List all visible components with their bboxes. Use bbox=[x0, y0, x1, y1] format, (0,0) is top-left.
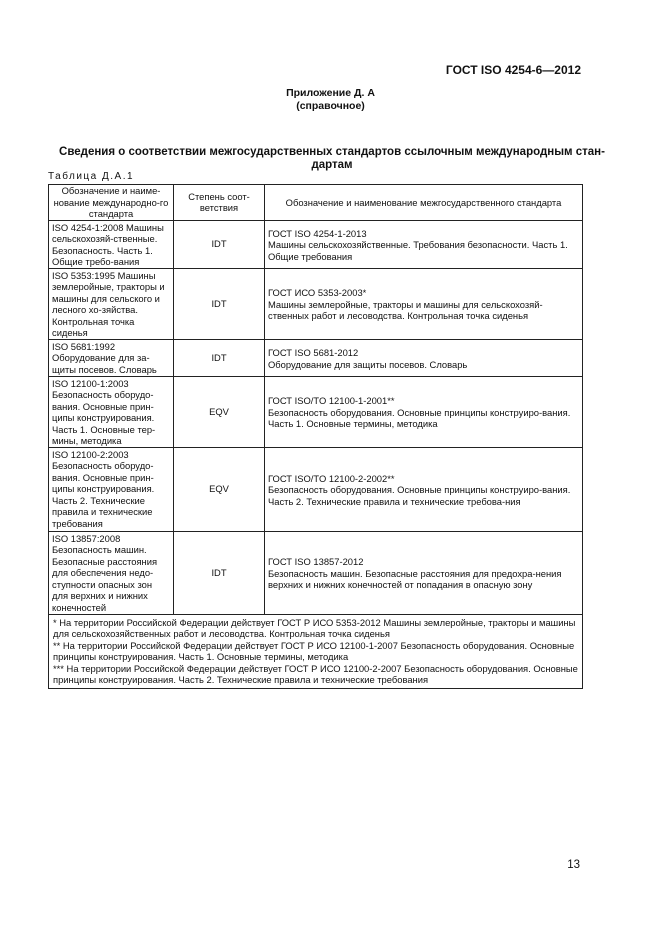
national-code: ГОСТ ISO 13857-2012 bbox=[268, 556, 364, 568]
degree-cell: EQV bbox=[174, 376, 265, 447]
appendix-subtitle: (справочное) bbox=[296, 100, 365, 112]
header-international-standard: Обозначение и наиме-нование международно-го стандарта bbox=[49, 185, 174, 221]
intl-standard-cell: ISO 5353:1995 Машины землеройные, тракторы и машины для сельского и лесного хо-зяйства. Контрольная точка сиденья bbox=[49, 268, 174, 339]
degree-cell: EQV bbox=[174, 447, 265, 531]
intl-standard-cell: ISO 12100-1:2003 Безопасность оборудо-вания. Основные прин-ципы конструирования. Часть 1. Основные тер-мины, методика bbox=[49, 376, 174, 447]
national-name: Безопасность оборудования. Основные принципы конструиро-вания. Часть 1. Основные термины, методика bbox=[268, 406, 571, 430]
intl-standard-cell: ISO 4254-1:2008 Машины сельскохозяй-ственные. Безопасность. Часть 1. Общие требо-вания bbox=[49, 220, 174, 268]
national-name: Машины сельскохозяйственные. Требования безопасности. Часть 1. Общие требования bbox=[268, 239, 568, 262]
footnote: *** На территории Российской Федерации действует ГОСТ Р ИСО 12100-2-2007 Безопасность оборудования. Основные принципы конструирования. Часть 2. Технические правила и технические требования bbox=[53, 662, 578, 685]
national-name: Безопасность оборудования. Основные принципы конструиро-вания. Часть 2. Технические правила и технические требова-ния bbox=[268, 484, 571, 507]
section-title: Сведения о соответствии межгосударственных стандартов ссылочным международным стан-дартам bbox=[59, 146, 605, 171]
national-code: ГОСТ ISO 5681-2012 bbox=[268, 347, 359, 358]
footnote: * На территории Российской Федерации действует ГОСТ Р ИСО 5353-2012 Машины землеройные, тракторы и машины для сельскохозяйственных работ и лесоводства. Контрольная точка сиденья bbox=[53, 616, 576, 639]
degree-cell: IDT bbox=[174, 220, 265, 268]
appendix-title: Приложение Д. А bbox=[286, 87, 375, 99]
degree-cell: IDT bbox=[174, 339, 265, 376]
correspondence-table bbox=[48, 184, 583, 689]
table-row bbox=[49, 376, 583, 447]
national-code: ГОСТ ИСО 5353-2003* bbox=[268, 287, 367, 299]
national-code: ГОСТ ISO 4254-1-2013 bbox=[268, 227, 367, 239]
national-name: Безопасность машин. Безопасные расстояния для предохра-нения верхних и нижних конечностей от попадания в опасную зону bbox=[268, 567, 562, 591]
national-code: ГОСТ ISO/TO 12100-1-2001** bbox=[268, 395, 395, 407]
national-standard-cell bbox=[265, 447, 583, 531]
table-row bbox=[49, 220, 583, 268]
national-standard-cell bbox=[265, 220, 583, 268]
table-row bbox=[49, 531, 583, 614]
national-standard-cell bbox=[265, 531, 583, 614]
degree-cell: IDT bbox=[174, 531, 265, 614]
intl-standard-cell: ISO 12100-2:2003 Безопасность оборудо-вания. Основные прин-ципы конструирования. Часть 2. Технические правила и технические требования bbox=[49, 447, 174, 531]
footnote: ** На территории Российской Федерации действует ГОСТ Р ИСО 12100-1-2007 Безопасность оборудования. Основные принципы конструирования. Часть 1. Основные термины, методика bbox=[53, 639, 575, 662]
table-notes-row bbox=[49, 614, 583, 688]
national-name: Машины землеройные, тракторы и машины для сельскохозяй-ственных работ и лесоводства. Контрольная точка сиденья bbox=[268, 298, 543, 322]
degree-cell: IDT bbox=[174, 268, 265, 339]
standard-code: ГОСТ ISO 4254-6—2012 bbox=[445, 63, 581, 77]
table-row bbox=[49, 447, 583, 531]
header-national-standard: Обозначение и наименование межгосударственного стандарта bbox=[265, 185, 583, 221]
national-standard-cell bbox=[265, 339, 583, 376]
intl-standard-cell: ISO 5681:1992 Оборудование для за-щиты посевов. Словарь bbox=[49, 339, 174, 376]
table-notes bbox=[49, 614, 583, 688]
intl-standard-cell: ISO 13857:2008 Безопасность машин. Безопасные расстояния для обеспечения недо-ступности опасных зон для верхних и нижних конечностей bbox=[49, 531, 174, 614]
table-row bbox=[49, 339, 583, 376]
header-degree: Степень соот-ветствия bbox=[174, 185, 265, 221]
table-row bbox=[49, 268, 583, 339]
national-code: ГОСТ ISO/TO 12100-2-2002** bbox=[268, 472, 395, 484]
national-standard-cell bbox=[265, 268, 583, 339]
table-label: Таблица Д.А.1 bbox=[48, 171, 135, 182]
national-standard-cell bbox=[265, 376, 583, 447]
national-name: Оборудование для защиты посевов. Словарь bbox=[268, 358, 468, 370]
page-number: 13 bbox=[567, 859, 580, 871]
table-header-row bbox=[49, 185, 583, 221]
